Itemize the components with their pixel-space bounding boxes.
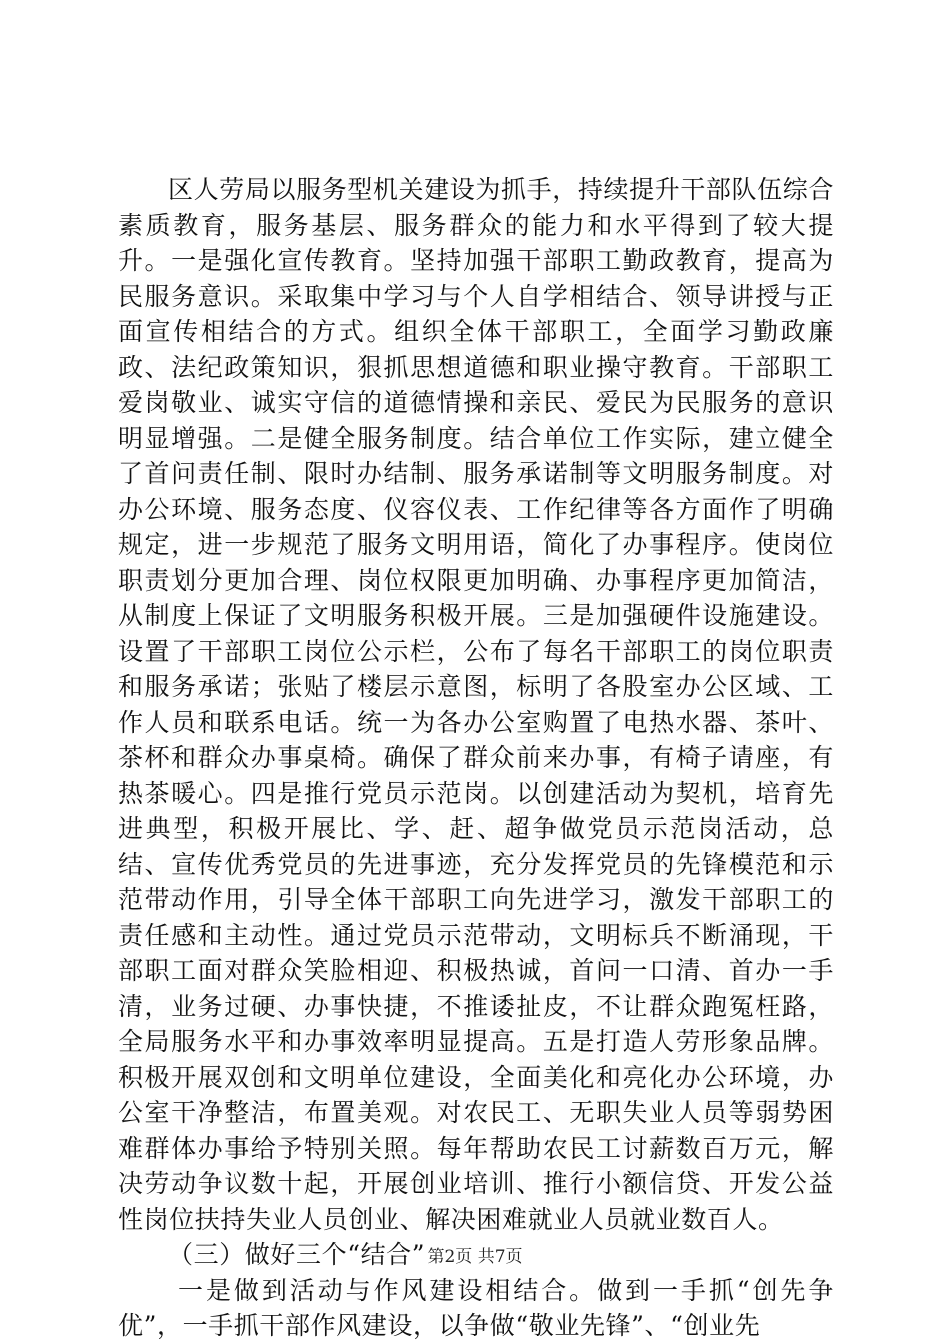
document-body xyxy=(118,172,834,1344)
page-footer: 第2页 共7页 xyxy=(427,1247,523,1267)
body-paragraph: 区人劳局以服务型机关建设为抓手，持续提升干部队伍综合素质教育，服务基层、服务群众的能力和水平得到了较大提升。一是强化宣传教育。坚持加强干部职工勤政教育，提高为民服务意识。采取集中学习与个人自学相结合、领导讲授与正面宣传相结合的方式。组织全体干部职工，全面学习勤政廉政、法纪政策知识，狠抓思想道德和职业操守教育。干部职工爱岗敬业、诚实守信的道德情操和亲民、爱民为民服务的意识明显增强。二是健全服务制度。结合单位工作实际，建立健全了首问责任制、限时办结制、服务承诺制等文明服务制度。对办公环境、服务态度、仪容仪表、工作纪律等各方面作了明确规定，进一步规范了服务文明用语，简化了办事程序。使岗位职责划分更加合理、岗位权限更加明确、办事程序更加简洁，从制度上保证了文明服务积极开展。三是加强硬件设施建设。设置了干部职工岗位公示栏，公布了每名干部职工的岗位职责和服务承诺；张贴了楼层示意图，标明了各股室办公区域、工作人员和联系电话。统一为各办公室购置了电热水器、茶叶、茶杯和群众办事桌椅。确保了群众前来办事，有椅子请座，有热茶暖心。四是推行党员示范岗。以创建活动为契机，培育先进典型，积极开展比、学、赶、超争做党员示范岗活动，总结、宣传优秀党员的先进事迹，充分发挥党员的先锋模范和示范带动作用，引导全体干部职工向先进学习，激发干部职工的责任感和主动性。通过党员示范带动，文明标兵不断涌现，干部职工面对群众笑脸相迎、积极热诚，首问一口清、首办一手清，业务过硬、办事快捷，不推诿扯皮，不让群众跑冤枉路，全局服务水平和办事效率明显提高。五是打造人劳形象品牌。积极开展双创和文明单位建设，全面美化和亮化办公环境，办公室干净整洁，布置美观。对农民工、无职失业人员等弱势困难群体办事给予特别关照。每年帮助农民工讨薪数百万元，解决劳动争议数十起，开展创业培训、推行小额信贷、开发公益性岗位扶持失业人员创业、解决困难就业人员就业数百人。 xyxy=(118,175,834,1234)
section-subheading: （三）做好三个“结合” xyxy=(168,1240,426,1269)
body-paragraph-continued: 一是做到活动与作风建设相结合。做到一手抓“创先争优”，一手抓干部作风建设，以争做“敬业先锋”、“创业先 xyxy=(118,1275,834,1340)
